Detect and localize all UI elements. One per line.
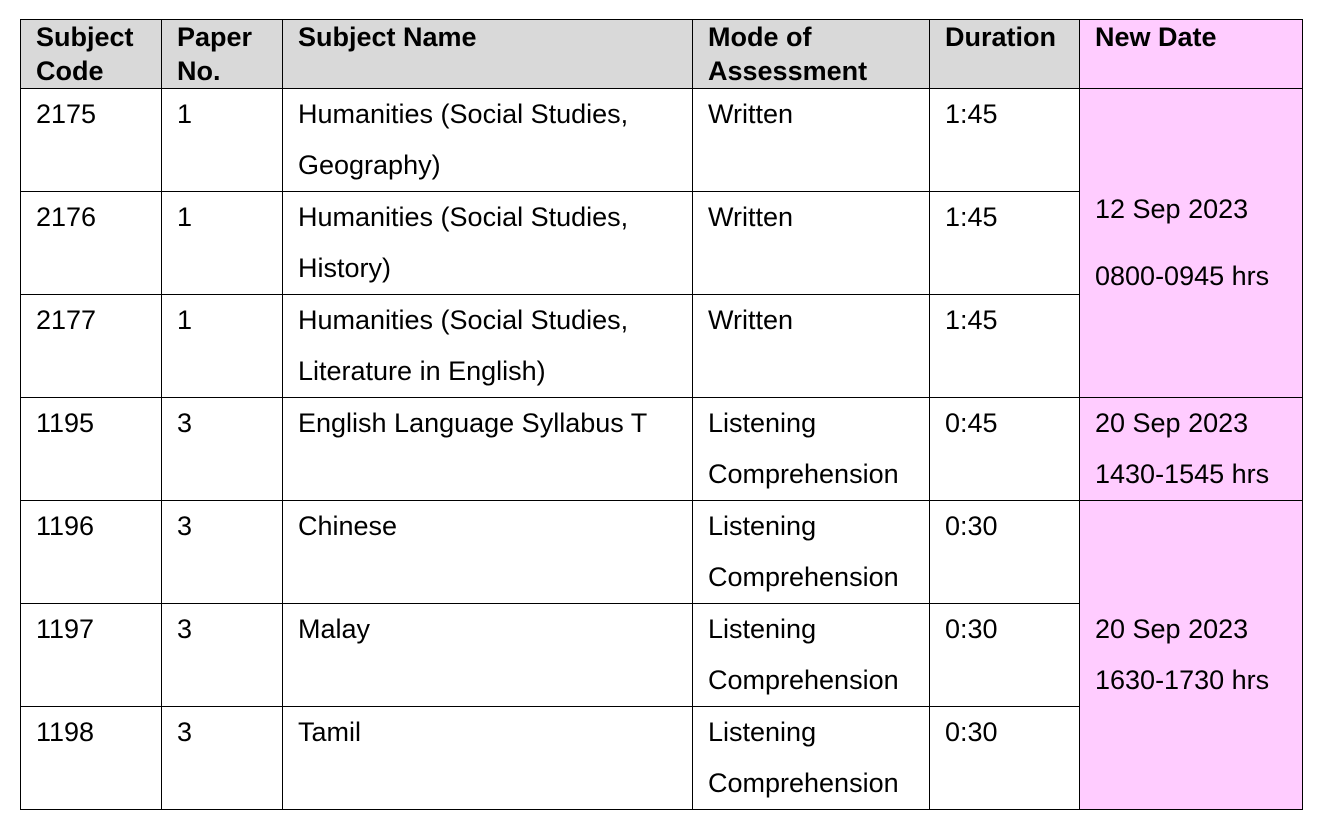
table-row <box>21 89 1303 192</box>
subject-name-cell: Humanities (Social Studies, Geography) <box>283 89 693 192</box>
mode-cell: Written <box>693 89 930 192</box>
duration-cell: 0:30 <box>930 501 1080 604</box>
mode-cell: Listening Comprehension <box>693 707 930 810</box>
exam-schedule-table <box>20 19 1303 810</box>
new-date-cell <box>1080 89 1303 398</box>
subject-name-cell: Tamil <box>283 707 693 810</box>
paper-no-cell: 1 <box>162 192 283 295</box>
header-subject-code: Subject Code <box>21 20 162 89</box>
new-time: 0800-0945 hrs <box>1095 261 1270 291</box>
duration-cell: 1:45 <box>930 89 1080 192</box>
header-mode-of-assessment: Mode of Assessment <box>693 20 930 89</box>
paper-no-cell: 1 <box>162 89 283 192</box>
subject-code-cell: 1198 <box>21 707 162 810</box>
paper-no-cell: 3 <box>162 707 283 810</box>
new-date-cell <box>1080 501 1303 810</box>
subject-code-cell: 1196 <box>21 501 162 604</box>
new-date-cell <box>1080 398 1303 501</box>
header-subject-name: Subject Name <box>283 20 693 89</box>
subject-code-cell: 2176 <box>21 192 162 295</box>
subject-code-cell: 2177 <box>21 295 162 398</box>
subject-name-cell: Humanities (Social Studies, History) <box>283 192 693 295</box>
header-row <box>21 20 1303 89</box>
paper-no-cell: 3 <box>162 604 283 707</box>
duration-cell: 1:45 <box>930 192 1080 295</box>
table-row <box>21 501 1303 604</box>
subject-code-cell: 1197 <box>21 604 162 707</box>
paper-no-cell: 3 <box>162 398 283 501</box>
new-time: 1430-1545 hrs <box>1095 459 1270 489</box>
subject-name-cell: Malay <box>283 604 693 707</box>
mode-cell: Listening Comprehension <box>693 604 930 707</box>
subject-name-cell: English Language Syllabus T <box>283 398 693 501</box>
subject-name-cell: Humanities (Social Studies, Literature in English) <box>283 295 693 398</box>
new-date: 20 Sep 2023 <box>1095 408 1249 438</box>
new-date: 12 Sep 2023 <box>1095 194 1249 224</box>
table-row <box>21 398 1303 501</box>
mode-cell: Listening Comprehension <box>693 501 930 604</box>
subject-code-cell: 2175 <box>21 89 162 192</box>
duration-cell: 0:30 <box>930 604 1080 707</box>
header-paper-no: Paper No. <box>162 20 283 89</box>
subject-code-cell: 1195 <box>21 398 162 501</box>
duration-cell: 1:45 <box>930 295 1080 398</box>
new-time: 1630-1730 hrs <box>1095 665 1270 695</box>
header-duration: Duration <box>930 20 1080 89</box>
duration-cell: 0:30 <box>930 707 1080 810</box>
mode-cell: Listening Comprehension <box>693 398 930 501</box>
paper-no-cell: 3 <box>162 501 283 604</box>
header-new-date: New Date <box>1080 20 1303 89</box>
mode-cell: Written <box>693 295 930 398</box>
mode-cell: Written <box>693 192 930 295</box>
new-date: 20 Sep 2023 <box>1095 614 1249 644</box>
paper-no-cell: 1 <box>162 295 283 398</box>
subject-name-cell: Chinese <box>283 501 693 604</box>
duration-cell: 0:45 <box>930 398 1080 501</box>
